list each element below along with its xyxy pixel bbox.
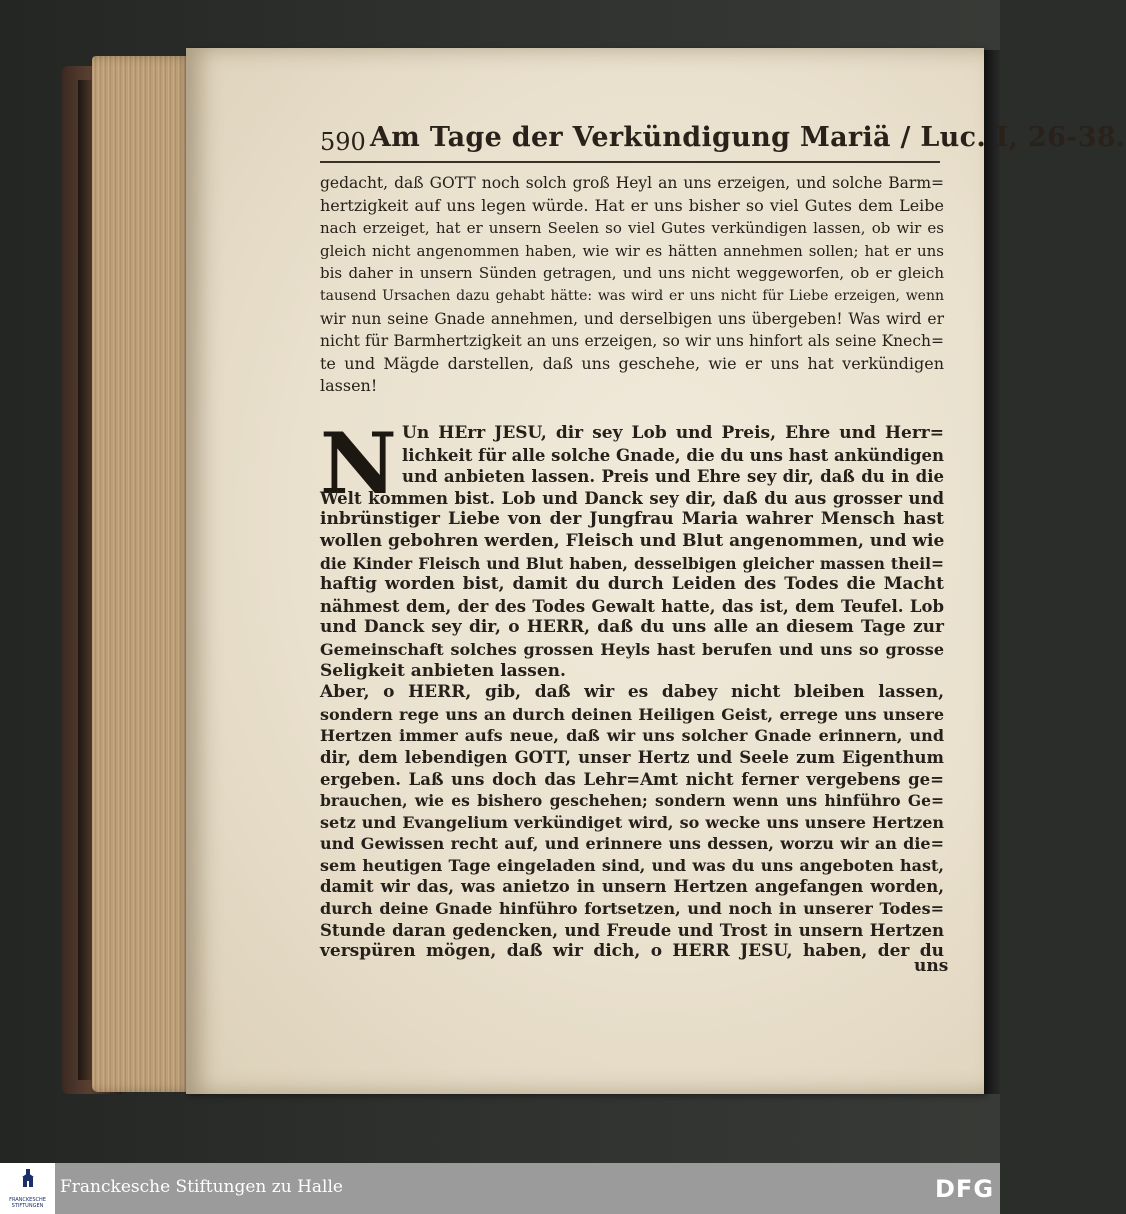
page-header: [320, 122, 1126, 158]
text-line: und anbieten lassen. Preis und Ehre sey dir, daß du in die: [402, 467, 944, 487]
text-line: damit wir das, was anietzo in unsern Hertzen angefangen worden,: [320, 877, 944, 897]
paragraph-1: [320, 172, 944, 398]
institution-logo[interactable]: [0, 1163, 55, 1214]
text-line: sondern rege uns an durch deinen Heiligen Geist, errege uns unsere: [320, 704, 944, 724]
page-edge-shadow: [984, 50, 1000, 1094]
text-line: die Kinder Fleisch und Blut haben, desselbigen gleicher massen theil=: [320, 553, 944, 573]
page-edges: [92, 56, 192, 1092]
text-line: haftig worden bist, damit du durch Leiden des Todes die Macht: [320, 574, 944, 595]
paragraph-2: [320, 414, 945, 963]
drop-cap: N: [320, 414, 397, 513]
text-line: durch deine Gnade hinführo fortsetzen, und noch in unserer Todes=: [320, 899, 944, 919]
text-line: bis daher in unsern Sünden getragen, und uns nicht weggeworfen, ob er gleich: [320, 264, 944, 283]
text-line: tausend Ursachen dazu gehabt hätte: was wird er uns nicht für Liebe erzeigen, wenn: [320, 287, 944, 304]
text-line: wollen gebohren werden, Fleisch und Blut angenommen, und wie: [320, 530, 945, 551]
text-line: sem heutigen Tage eingeladen sind, und was du uns angeboten hast,: [320, 855, 944, 875]
text-line: Un HErr JESU, dir sey Lob und Preis, Ehre und Herr=: [402, 423, 944, 443]
text-line: Stunde daran gedencken, und Freude und Trost in unsern Hertzen: [320, 920, 944, 940]
text-line: nach erzeiget, hat er unsern Seelen so viel Gutes verkündigen lassen, ob wir es: [320, 219, 944, 238]
text-line: Gemeinschaft solches grossen Heyls hast berufen und uns so grosse: [320, 639, 944, 659]
text-line: lichkeit für alle solche Gnade, die du uns hast ankündigen: [402, 445, 944, 465]
catchword: uns: [914, 956, 949, 976]
text-line: und Gewissen recht auf, und erinnere uns dessen, worzu wir an die=: [320, 834, 944, 854]
text-line: verspüren mögen, daß wir dich, o HERR JESU, haben, der du: [320, 941, 944, 962]
text-line: und Danck sey dir, o HERR, daß du uns alle an diesem Tage zur: [320, 617, 944, 638]
text-line: Hertzen immer aufs neue, daß wir uns solcher Gnade erinnern, und: [320, 726, 944, 746]
text-line: te und Mägde darstellen, daß uns geschehe, wie er uns hat verkündigen: [320, 353, 944, 373]
text-line: gleich nicht angenommen haben, wie wir es hätten annehmen sollen; hat er uns: [320, 241, 944, 260]
footer-bar: [0, 1163, 1000, 1214]
text-line: lassen!: [320, 376, 378, 396]
text-line: wir nun seine Gnade annehmen, und derselbigen uns übergeben! Was wird er: [320, 309, 944, 328]
drop-cap-indent-block: [402, 423, 944, 488]
text-line: nähmest dem, der des Todes Gewalt hatte, das ist, dem Teufel. Lob: [320, 596, 944, 616]
text-line: Aber, o HERR, gib, daß wir es dabey nicht bleiben lassen,: [320, 682, 944, 703]
building-icon: [20, 1169, 36, 1189]
text-line: nicht für Barmhertzigkeit an uns erzeigen, so wir uns hinfort als seine Knech=: [320, 332, 944, 351]
running-head: Am Tage der Verkündigung Mariä / Luc. I, 26-38.: [370, 122, 1126, 153]
dfg-logo[interactable]: DFG: [935, 1175, 995, 1203]
page-number: 590: [320, 128, 366, 156]
text-line: Seligkeit anbieten lassen.: [320, 660, 566, 681]
text-line: brauchen, wie es bishero geschehen; sondern wenn uns hinführo Ge=: [320, 791, 944, 811]
text-line: dir, dem lebendigen GOTT, unser Hertz und Seele zum Eigenthum: [320, 747, 944, 767]
text-line: hertzigkeit auf uns legen würde. Hat er uns bisher so viel Gutes dem Leibe: [320, 195, 944, 215]
text-line: gedacht, daß GOTT noch solch groß Heyl an uns erzeigen, und solche Barm=: [320, 174, 944, 192]
header-rule: [320, 161, 940, 163]
text-line: Welt kommen bist. Lob und Danck sey dir, daß du aus grosser und: [320, 488, 944, 508]
text-line: inbrünstiger Liebe von der Jungfrau Maria wahrer Mensch hast: [320, 509, 944, 530]
text-line: setz und Evangelium verkündiget wird, so wecke uns unsere Hertzen: [320, 812, 944, 832]
institution-name[interactable]: Franckesche Stiftungen zu Halle: [60, 1177, 343, 1197]
text-line: ergeben. Laß uns doch das Lehr=Amt nicht ferner vergebens ge=: [320, 769, 944, 789]
logo-text: FRANCKESCHE STIFTUNGEN: [9, 1197, 46, 1209]
